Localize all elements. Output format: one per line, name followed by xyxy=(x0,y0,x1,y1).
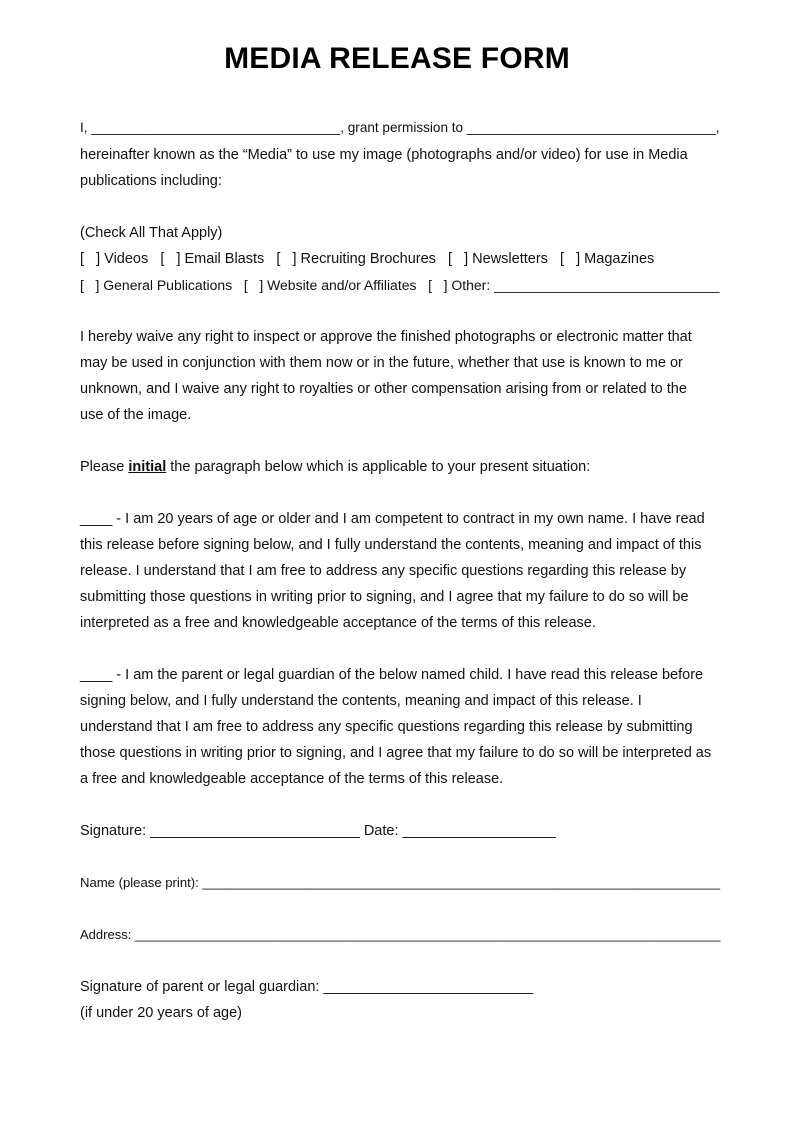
waiver-line-1: I hereby waive any right to inspect or approve the finished photographs or electronic matter that xyxy=(80,329,692,345)
check-all-header: (Check All That Apply) xyxy=(80,225,223,241)
guardian-clause-line-5: a free and knowledgeable acceptance of the terms of this release. xyxy=(80,771,504,787)
waiver-line-2: may be used in conjunction with them now or in the future, whether that use is known to me or xyxy=(80,355,683,371)
adult-clause-line-4: submitting those questions in writing prior to signing, and I agree that my failure to do so will be xyxy=(80,589,689,605)
instruction-before: Please xyxy=(80,459,129,475)
instruction-emphasis: initial xyxy=(128,459,167,475)
guardian-clause-line-4: those questions in writing prior to signing, and I agree that my failure to do so will be interpreted as xyxy=(80,745,712,761)
intro-line-3: publications including: xyxy=(80,173,222,189)
name-print-line: Name (please print): _______________________________________________________________________ xyxy=(80,875,721,890)
adult-clause-line-5: interpreted as a free and knowledgeable acceptance of the terms of this release. xyxy=(80,615,596,631)
guardian-clause-line-1: ____ - I am the parent or legal guardian of the below named child. I have read this release before xyxy=(80,667,704,683)
adult-clause-line-2: this release before signing below, and I fully understand the contents, meaning and impact of this xyxy=(80,537,702,553)
form-title: MEDIA RELEASE FORM xyxy=(224,42,570,75)
guardian-age-note: (if under 20 years of age) xyxy=(80,1005,243,1021)
waiver-line-4: use of the image. xyxy=(80,407,192,423)
signature-date-line: Signature: __________________________ Date: ___________________ xyxy=(80,823,556,839)
adult-clause-line-3: release. I understand that I am free to address any specific questions regarding this release by xyxy=(80,563,687,579)
intro-line-2: hereinafter known as the “Media” to use my image (photographs and/or video) for use in Media xyxy=(80,147,688,163)
address-line: Address: _________________________________________________________________________________ xyxy=(80,927,721,942)
guardian-clause-line-2: signing below, and I fully understand the contents, meaning and impact of this release. I xyxy=(80,693,642,709)
guardian-signature-line: Signature of parent or legal guardian: __________________________ xyxy=(80,979,534,995)
guardian-clause-line-3: understand that I am free to address any specific questions regarding this release by submitting xyxy=(80,719,693,735)
checkbox-row-1: [ ] Videos [ ] Email Blasts [ ] Recruiting Brochures [ ] Newsletters [ ] Magazines xyxy=(80,251,655,267)
waiver-line-3: unknown, and I waive any right to royalties or other compensation arising from or related to the xyxy=(80,381,687,397)
checkbox-row-2: [ ] General Publications [ ] Website and/or Affiliates [ ] Other: _____________________________ xyxy=(80,277,720,293)
initial-instruction xyxy=(80,457,590,477)
grant-permission-line: I, _________________________________, grant permission to _________________________________, xyxy=(80,120,720,135)
adult-clause-line-1: ____ - I am 20 years of age or older and I am competent to contract in my own name. I have read xyxy=(80,511,705,527)
instruction-after: the paragraph below which is applicable to your present situation: xyxy=(166,459,591,475)
